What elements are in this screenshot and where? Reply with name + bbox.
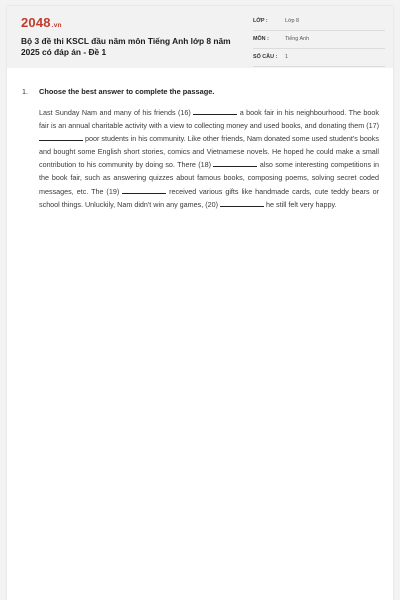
logo-text: 2048 — [21, 15, 51, 30]
passage-text: also some interesting competitions in the book fair, such as answering quizzes about famous books, composing poems, solving secret coded messages, etc. The (19) — [39, 160, 379, 196]
passage-text: he still felt very happy. — [264, 200, 337, 210]
blank-20[interactable] — [220, 198, 264, 207]
document-title: Bộ 3 đề thi KSCL đầu năm môn Tiếng Anh lớp 8 năm 2025 có đáp án - Đề 1 — [21, 36, 231, 57]
blank-16[interactable] — [193, 106, 237, 115]
document-page — [7, 6, 393, 600]
passage-text: poor students in his community. Like other friends, Nam donated some used student's books and bought some English short stories, comics and Vietnamese novels. He hoped he could make a small contribution to his community by doing so. There (18) — [39, 134, 379, 170]
blank-18[interactable] — [213, 158, 257, 167]
meta-subject-value: Tiếng Anh — [285, 36, 310, 42]
document-header — [7, 6, 393, 68]
passage-text: a book fair in his neighbourhood. The book fair is an annual charitable activity with a view to collecting money and used books, and donating them (17) — [39, 108, 380, 130]
logo-domain: .vn — [51, 22, 62, 29]
passage-text: Last Sunday Nam and many of his friends (16) — [39, 108, 194, 117]
passage-text: received various gifts like handmade cards, cute teddy bears or school things. Unluckily, Nam didn't win any games, (20) — [39, 186, 379, 210]
meta-count-row — [253, 52, 385, 67]
site-logo[interactable] — [21, 16, 62, 33]
blank-17[interactable] — [39, 132, 83, 141]
meta-subject-row — [253, 34, 385, 49]
question-number: 1. — [22, 87, 28, 96]
question-passage — [39, 106, 379, 212]
document-meta — [253, 16, 385, 70]
meta-class-value: Lớp 8 — [285, 18, 300, 24]
meta-count-label: SỐ CÂU : — [253, 54, 278, 60]
question-prompt: Choose the best answer to complete the passage. — [39, 87, 215, 96]
meta-count-value: 1 — [285, 54, 288, 60]
meta-class-row — [253, 16, 385, 31]
blank-19[interactable] — [122, 185, 166, 194]
meta-class-label: LỚP : — [253, 18, 268, 24]
meta-subject-label: MÔN : — [253, 36, 269, 42]
